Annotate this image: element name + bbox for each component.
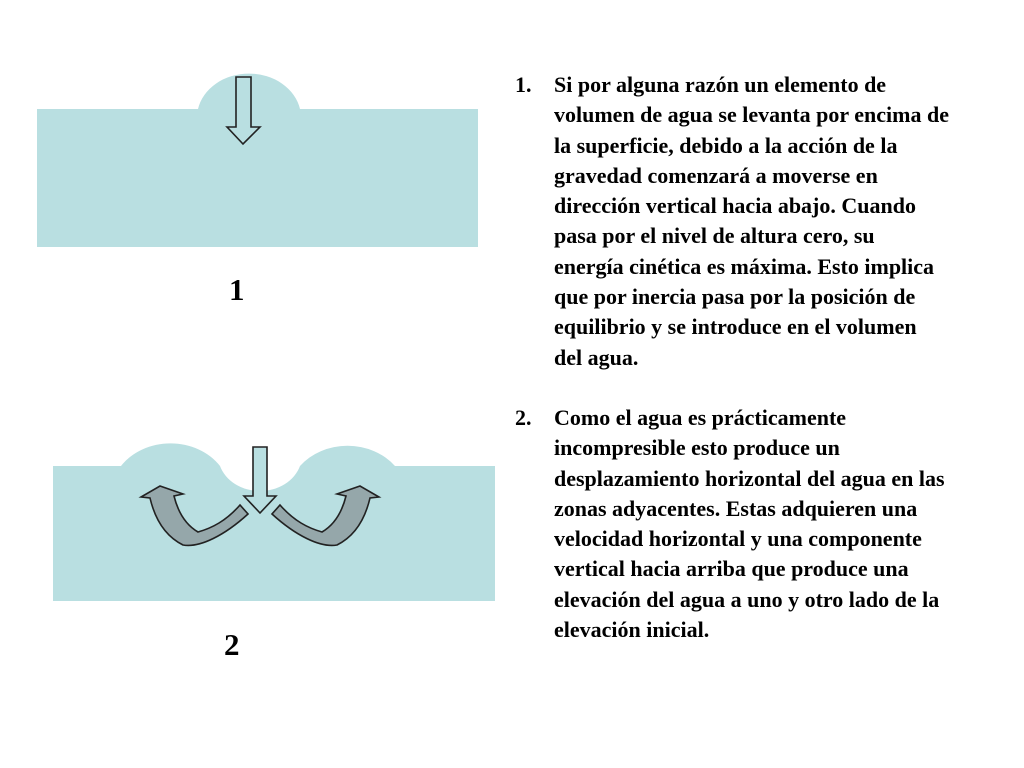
list-item [509, 403, 949, 645]
list-item-text: Si por alguna razón un elemento de volumen de agua se levanta por encima de la superficie, debido a la acción de la gravedad comenzará a moverse en dirección vertical hacia abajo. Cuando pasa por el nivel de altura cero, su energía cinética es máxima. Esto implica que por inercia pasa por la posición de equilibrio y se introduce en el volumen del agua. [554, 72, 949, 370]
water-body-1 [37, 74, 478, 247]
list-item-text: Como el agua es prácticamente incompresible esto produce un desplazamiento horizontal del agua en las zonas adyacentes. Estas adquieren una velocidad horizontal y una componente vertical hacia arriba que produce una elevación del agua a uno y otro lado de la elevación inicial. [554, 404, 945, 643]
water-body-2 [53, 443, 495, 601]
figure-2-label: 2 [224, 627, 240, 662]
list-item-number: 1. [515, 72, 532, 97]
figure-1 [37, 74, 478, 247]
list-item [509, 70, 949, 373]
figure-2 [53, 443, 495, 601]
figure-1-label: 1 [229, 272, 245, 307]
explanation-list [509, 70, 949, 645]
list-item-number: 2. [515, 404, 532, 430]
